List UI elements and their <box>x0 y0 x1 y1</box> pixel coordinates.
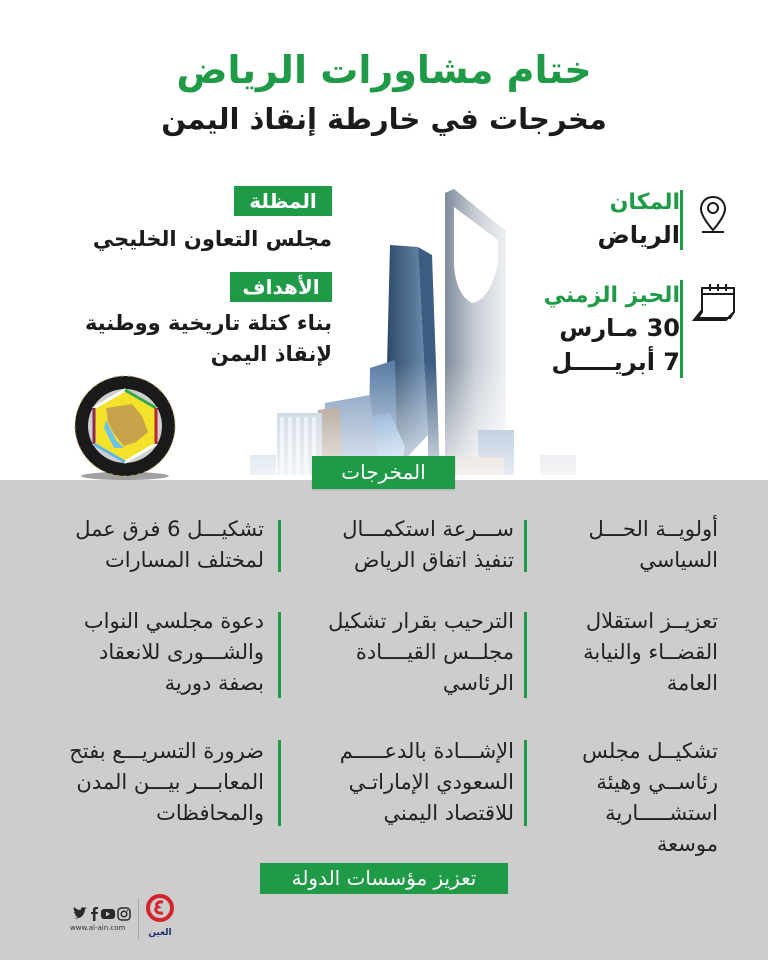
output-item: تشكيــل مجلس رئاســي وهيئة استشـــــارية موسعة <box>582 739 718 856</box>
location-value: الرياض <box>597 221 680 249</box>
umbrella-value: مجلس التعاون الخليجي <box>92 227 332 251</box>
timeframe-divider <box>680 280 683 378</box>
output-item: ســـرعة استكمـــال تنفيذ اتفاق الرياض <box>342 517 514 572</box>
page-title: ختام مشاورات الرياض <box>176 48 592 92</box>
social-icons <box>72 906 132 922</box>
column-divider <box>524 520 527 572</box>
twitter-icon[interactable] <box>73 907 87 918</box>
location-label: المكان <box>609 190 680 215</box>
output-item: تشكيـــل 6 فرق عمل لمختلف المسارات <box>75 517 264 572</box>
goals-line-2: لإنقاذ اليمن <box>210 342 332 366</box>
al-ain-logo <box>143 893 177 943</box>
column-divider <box>278 740 281 826</box>
goals-tag: الأهداف <box>230 272 332 302</box>
output-item: الترحيب بقرار تشكيل مجلــس القيــــادة الرئاسي <box>328 609 514 695</box>
location-pin-icon <box>698 194 728 236</box>
output-item: الإشـــادة بالدعـــــم السعودي الإماراتـي للاقتصاد اليمني <box>339 739 514 825</box>
output-item: تعزيــز استقلال القضــاء والنيابة العامة <box>583 609 718 695</box>
calendar-icon <box>690 282 738 324</box>
umbrella-tag: المظلة <box>234 186 332 216</box>
logo-separator <box>138 898 139 940</box>
location-divider <box>680 190 683 250</box>
page-subtitle: مخرجات في خارطة إنقاذ اليمن <box>161 102 607 136</box>
outputs-title-badge: المخرجات <box>312 456 455 489</box>
footer-highlight-badge: تعزيز مؤسسات الدولة <box>260 863 508 894</box>
column-divider <box>524 740 527 826</box>
goals-line-1: بناء كتلة تاريخية ووطنية <box>84 311 332 335</box>
website-link[interactable]: www.al-ain.com <box>70 924 126 932</box>
instagram-icon[interactable] <box>118 908 130 920</box>
gcc-emblem <box>66 372 184 482</box>
column-divider <box>278 612 281 698</box>
column-divider <box>278 520 281 572</box>
facebook-icon[interactable] <box>91 907 98 921</box>
column-divider <box>524 612 527 698</box>
output-item: أولويــة الحـــل السياسي <box>588 517 718 572</box>
output-item: دعوة مجلسي النواب والشـــورى للانعقاد بصفة دورية <box>83 609 264 695</box>
output-item: ضرورة التسريـــع بفتح المعابـــر بيـــن المدن والمحافظات <box>69 739 264 825</box>
youtube-icon[interactable] <box>101 909 115 919</box>
timeframe-label: الحيز الزمني <box>543 283 680 308</box>
info-location <box>560 188 680 252</box>
info-timeframe <box>520 281 680 379</box>
timeframe-start: 30 مـارس <box>559 314 680 342</box>
logo-text: العين <box>148 928 172 938</box>
timeframe-end: 7 أبريـــــل <box>551 348 680 376</box>
